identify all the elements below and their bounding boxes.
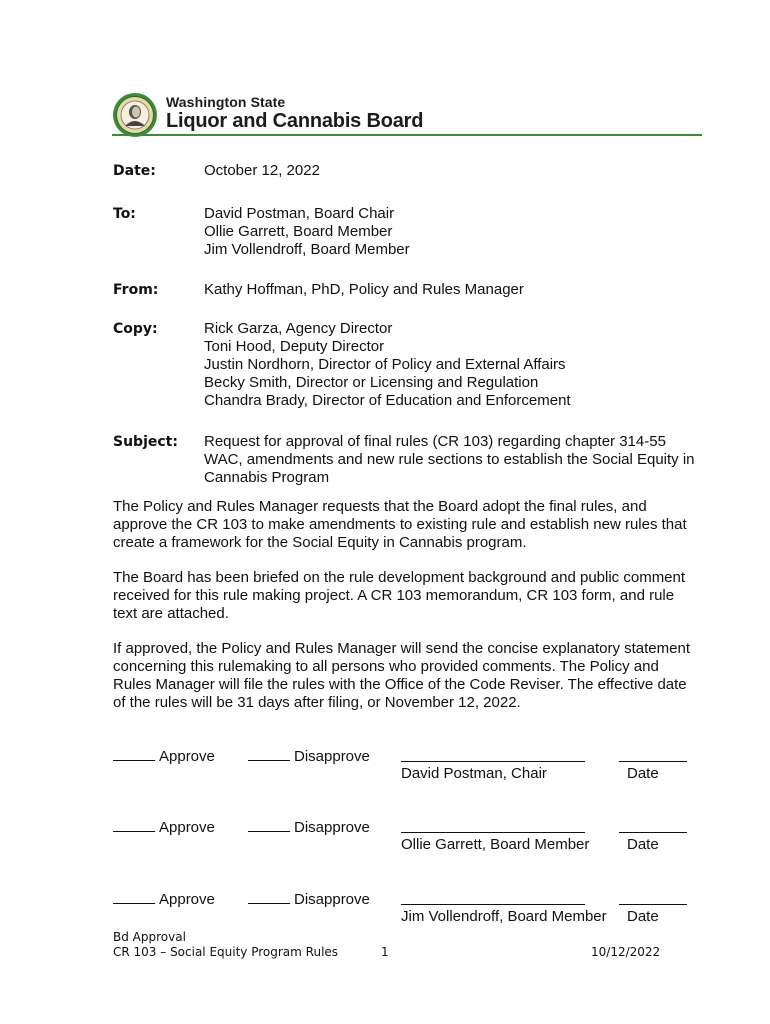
date-value: October 12, 2022 bbox=[204, 162, 320, 179]
disapprove-option[interactable]: Disapprove bbox=[248, 890, 370, 908]
signature-line[interactable] bbox=[401, 761, 585, 762]
signature-block-chair bbox=[113, 747, 713, 787]
copy-recipient: Rick Garza, Agency Director bbox=[204, 320, 393, 337]
body-line: The Policy and Rules Manager requests that the Board adopt the final rules, and bbox=[113, 498, 647, 515]
page-number: 1 bbox=[381, 945, 389, 959]
approve-blank[interactable] bbox=[113, 818, 155, 832]
approve-blank[interactable] bbox=[113, 890, 155, 904]
approve-option[interactable]: Approve bbox=[113, 747, 215, 765]
date-line[interactable] bbox=[619, 761, 687, 762]
signature-line[interactable] bbox=[401, 832, 585, 833]
org-name-line1: Washington State bbox=[166, 94, 286, 110]
date-caption: Date bbox=[627, 908, 659, 925]
body-line: The Board has been briefed on the rule development background and public comment bbox=[113, 569, 686, 586]
footer-document-id bbox=[113, 930, 338, 960]
body-line: received for this rule making project. A CR 103 memorandum, CR 103 form, and rule bbox=[113, 587, 675, 604]
approve-option[interactable]: Approve bbox=[113, 818, 215, 836]
subject-line: Request for approval of final rules (CR 103) regarding chapter 314-55 bbox=[204, 433, 666, 450]
signer-name: David Postman, Chair bbox=[401, 765, 547, 782]
date-caption: Date bbox=[627, 836, 659, 853]
body-paragraph-3 bbox=[113, 640, 703, 712]
body-line: If approved, the Policy and Rules Manager will send the concise explanatory statement bbox=[113, 640, 690, 657]
copy-recipient: Justin Nordhorn, Director of Policy and External Affairs bbox=[204, 356, 566, 373]
copy-recipient: Chandra Brady, Director of Education and Enforcement bbox=[204, 392, 571, 409]
date-line[interactable] bbox=[619, 904, 687, 905]
signer-name: Jim Vollendroff, Board Member bbox=[401, 908, 607, 925]
copy-recipient: Toni Hood, Deputy Director bbox=[204, 338, 385, 355]
body-line: of the rules will be 31 days after filing, or November 12, 2022. bbox=[113, 694, 521, 711]
body-line: create a framework for the Social Equity in Cannabis program. bbox=[113, 534, 527, 551]
signature-line[interactable] bbox=[401, 904, 585, 905]
header-divider bbox=[112, 134, 702, 136]
approve-option[interactable]: Approve bbox=[113, 890, 215, 908]
disapprove-blank[interactable] bbox=[248, 818, 290, 832]
footer-line: CR 103 – Social Equity Program Rules bbox=[113, 945, 339, 959]
recipient: David Postman, Board Chair bbox=[204, 205, 395, 222]
subject-label: Subject: bbox=[113, 434, 178, 450]
disapprove-option[interactable]: Disapprove bbox=[248, 818, 370, 836]
subject-value bbox=[204, 433, 704, 487]
copy-label: Copy: bbox=[113, 321, 158, 337]
signer-name: Ollie Garrett, Board Member bbox=[401, 836, 590, 853]
signature-block-garrett bbox=[113, 818, 713, 858]
body-line: concerning this rulemaking to all persons who provided comments. The Policy and bbox=[113, 658, 659, 675]
recipient: Jim Vollendroff, Board Member bbox=[204, 241, 410, 258]
disapprove-blank[interactable] bbox=[248, 890, 290, 904]
body-paragraph-1 bbox=[113, 498, 703, 552]
recipient: Ollie Garrett, Board Member bbox=[204, 223, 393, 240]
date-caption: Date bbox=[627, 765, 659, 782]
approve-blank[interactable] bbox=[113, 747, 155, 761]
signature-block-vollendroff bbox=[113, 890, 713, 930]
subject-line: WAC, amendments and new rule sections to establish the Social Equity in bbox=[204, 451, 695, 468]
footer-date: 10/12/2022 bbox=[591, 945, 661, 959]
from-label: From: bbox=[113, 282, 159, 298]
disapprove-blank[interactable] bbox=[248, 747, 290, 761]
subject-line: Cannabis Program bbox=[204, 469, 330, 486]
date-label: Date: bbox=[113, 163, 156, 179]
date-line[interactable] bbox=[619, 832, 687, 833]
org-name-line2: Liquor and Cannabis Board bbox=[166, 110, 424, 132]
body-line: text are attached. bbox=[113, 605, 229, 622]
from-value: Kathy Hoffman, PhD, Policy and Rules Manager bbox=[204, 281, 524, 298]
body-paragraph-2 bbox=[113, 569, 703, 623]
copy-recipients bbox=[204, 320, 704, 410]
disapprove-option[interactable]: Disapprove bbox=[248, 747, 370, 765]
footer-line: Bd Approval bbox=[113, 930, 186, 944]
to-label: To: bbox=[113, 206, 136, 222]
state-seal-icon bbox=[112, 92, 158, 138]
body-line: approve the CR 103 to make amendments to existing rule and establish new rules that bbox=[113, 516, 687, 533]
body-line: Rules Manager will file the rules with the Office of the Code Reviser. The effective date bbox=[113, 676, 687, 693]
agency-logo bbox=[112, 92, 704, 138]
copy-recipient: Becky Smith, Director or Licensing and Regulation bbox=[204, 374, 539, 391]
to-recipients bbox=[204, 205, 704, 259]
